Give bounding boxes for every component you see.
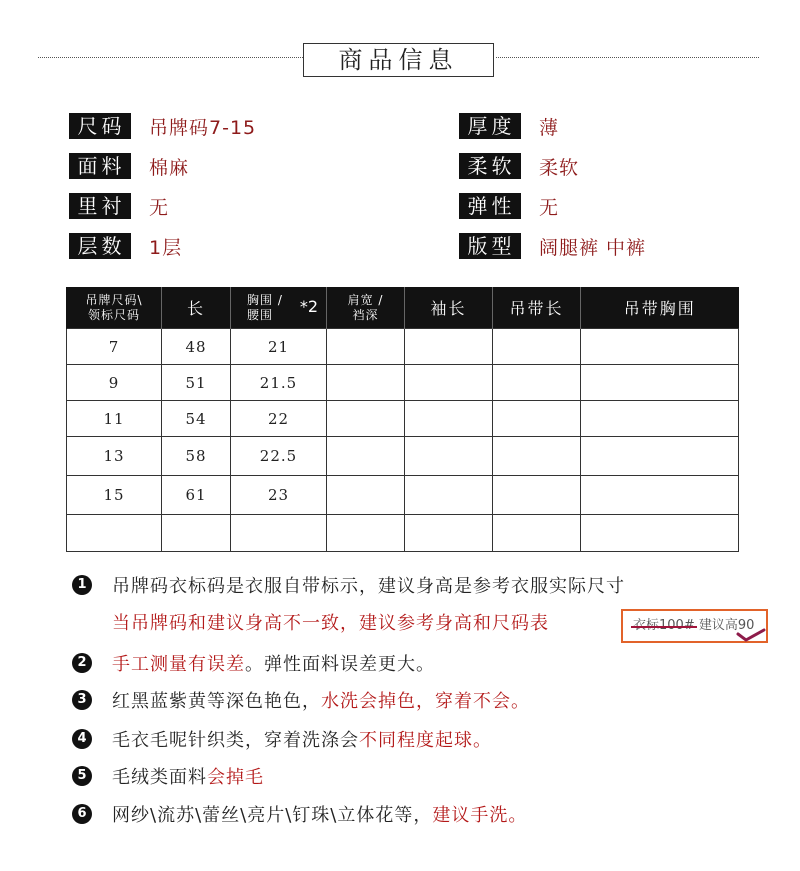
cell-chest: 21 [231,329,327,365]
cell-sleeve [405,437,493,476]
header-shoulder-line2: 裆深 [352,307,379,322]
cell-shoulder [327,476,405,515]
header-chest-line2: 腰围 [247,307,274,322]
tag-suggested-height: 建议高90 [698,618,755,633]
spec-thickness [459,113,559,139]
cell-strap [493,437,581,476]
note-6-highlight: 建议手洗。 [432,805,528,826]
size-table-header [67,287,739,329]
header-rule-left [38,57,303,58]
cell-size: 11 [67,401,162,437]
checkmark-icon [736,628,766,642]
note-2 [72,650,435,676]
note-4-text: 毛衣毛呢针织类，穿着洗涤会 [112,730,359,751]
note-number-3: 3 [72,690,92,710]
note-1-continued: 当吊牌码和建议身高不一致，建议参考身高和尺码表 [112,613,549,634]
cell-strap-chest [581,401,739,437]
cell-chest: 22.5 [231,437,327,476]
cell-strap [493,365,581,401]
cell-length: 54 [162,401,231,437]
cell-empty [327,515,405,552]
cell-empty [493,515,581,552]
spec-fit-label: 版型 [459,233,521,259]
note-4-highlight: 不同程度起球。 [359,730,492,751]
header-size-line1: 吊牌尺码\ [85,292,143,307]
spec-elasticity [459,193,559,219]
cell-strap [493,476,581,515]
table-row [67,437,739,476]
note-number-1: 1 [72,575,92,595]
spec-elasticity-label: 弹性 [459,193,521,219]
note-2-highlight: 手工测量有误差 [112,654,245,675]
cell-size: 13 [67,437,162,476]
spec-size-value: 吊牌码7-15 [149,116,257,139]
cell-size: 7 [67,329,162,365]
header-size [67,287,162,329]
table-row [67,401,739,437]
spec-layers-value: 1层 [149,236,183,259]
note-3-text: 红黑蓝紫黄等深色艳色， [112,691,321,712]
cell-length: 58 [162,437,231,476]
note-5-highlight: 会掉毛 [207,767,264,788]
spec-thickness-label: 厚度 [459,113,521,139]
header-chest [231,287,327,329]
cell-strap-chest [581,476,739,515]
note-5-text: 毛绒类面料 [112,767,207,788]
cell-length: 61 [162,476,231,515]
spec-softness [459,153,579,179]
note-2-text: 。弹性面料误差更大。 [245,654,435,675]
note-number-2: 2 [72,653,92,673]
note-number-6: 6 [72,804,92,824]
section-title: 商品信息 [303,43,494,77]
cell-strap-chest [581,437,739,476]
cell-strap [493,329,581,365]
spec-layers-label: 层数 [69,233,131,259]
table-row [67,476,739,515]
header-size-line2: 领标尺码 [87,307,140,322]
note-6-text: 网纱\流苏\蕾丝\亮片\钉珠\立体花等， [112,805,433,826]
spec-fit [459,233,646,259]
header-strap: 吊带长 [493,287,581,329]
note-6 [72,801,527,827]
spec-size-label: 尺码 [69,113,131,139]
size-table [66,287,739,552]
spec-fabric [69,153,189,179]
cell-shoulder [327,329,405,365]
table-row [67,329,739,365]
header-rule-right [496,57,759,58]
cell-empty [162,515,231,552]
cell-empty [405,515,493,552]
cell-length: 51 [162,365,231,401]
table-row-empty [67,515,739,552]
note-1-text: 吊牌码衣标码是衣服自带标示，建议身高是参考衣服实际尺寸 [112,576,625,597]
header-sleeve: 袖长 [405,287,493,329]
cell-shoulder [327,401,405,437]
header-shoulder [327,287,405,329]
cell-sleeve [405,401,493,437]
size-tag-example [621,609,768,643]
spec-lining [69,193,169,219]
cell-size: 15 [67,476,162,515]
cell-empty [581,515,739,552]
spec-lining-value: 无 [149,196,170,219]
spec-softness-label: 柔软 [459,153,521,179]
cell-shoulder [327,437,405,476]
cell-empty [67,515,162,552]
header-strap-chest: 吊带胸围 [581,287,739,329]
cell-chest: 21.5 [231,365,327,401]
cell-chest: 23 [231,476,327,515]
cell-sleeve [405,365,493,401]
note-number-5: 5 [72,766,92,786]
cell-size: 9 [67,365,162,401]
spec-softness-value: 柔软 [539,156,580,179]
spec-size [69,113,256,139]
table-row [67,365,739,401]
note-3-highlight: 水洗会掉色，穿着不会。 [321,691,530,712]
header-chest-line1: 胸围 / [247,292,283,307]
tag-struck-size: 衣标100# [633,618,695,633]
spec-fit-value: 阔腿裤 中裤 [539,236,647,259]
note-4 [72,726,492,752]
spec-layers [69,233,182,259]
cell-strap-chest [581,365,739,401]
cell-shoulder [327,365,405,401]
cell-empty [231,515,327,552]
cell-length: 48 [162,329,231,365]
cell-strap [493,401,581,437]
spec-fabric-label: 面料 [69,153,131,179]
note-1 [72,572,625,598]
cell-strap-chest [581,329,739,365]
spec-fabric-value: 棉麻 [149,156,190,179]
spec-elasticity-value: 无 [539,196,560,219]
spec-lining-label: 里衬 [69,193,131,219]
spec-thickness-value: 薄 [539,116,560,139]
header-chest-multiplier: *2 [299,297,318,316]
note-5 [72,763,264,789]
note-3 [72,687,530,713]
cell-sleeve [405,329,493,365]
header-shoulder-line1: 肩宽 / [347,292,384,307]
cell-chest: 22 [231,401,327,437]
header-length: 长 [162,287,231,329]
cell-sleeve [405,476,493,515]
note-number-4: 4 [72,729,92,749]
